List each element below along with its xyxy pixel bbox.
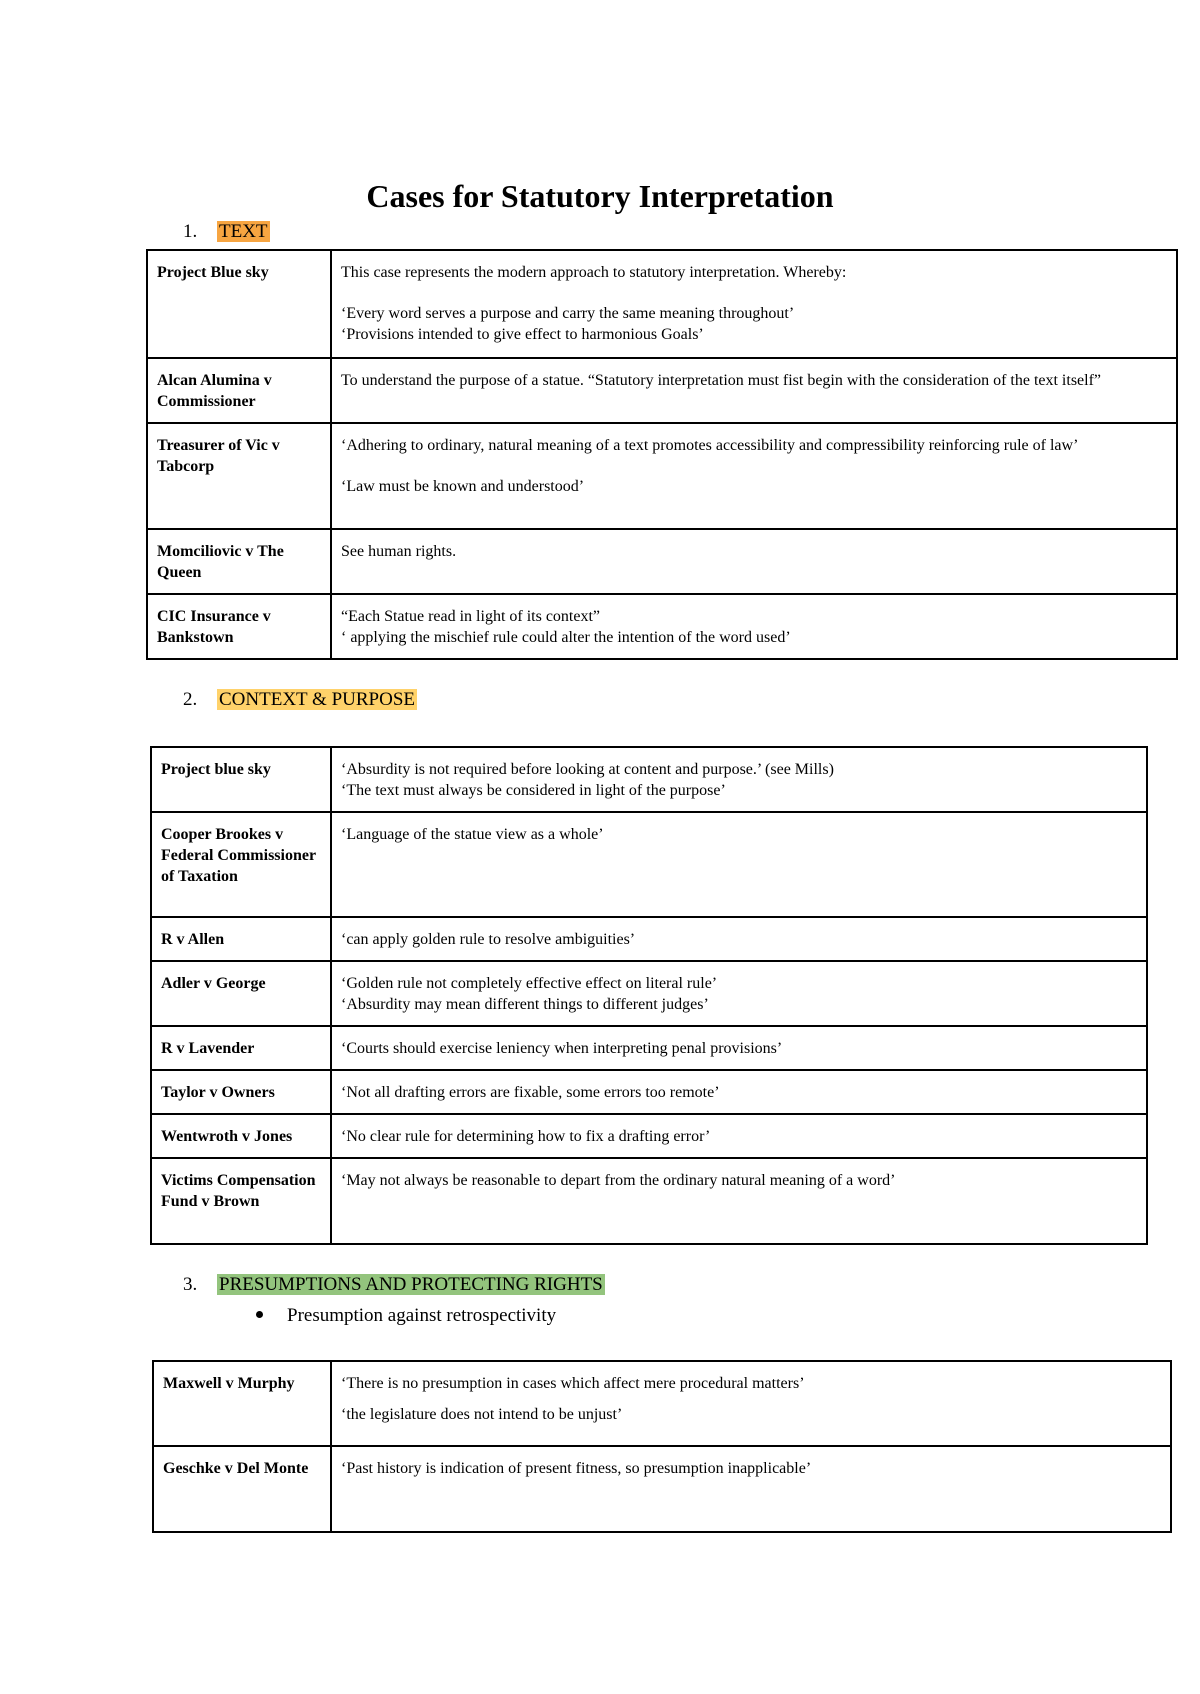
case-description [331, 812, 1147, 917]
case-name: Maxwell v Murphy [153, 1361, 331, 1446]
case-description [331, 1446, 1171, 1532]
description-paragraph [341, 606, 1167, 648]
case-description [331, 747, 1147, 812]
table-row [153, 1361, 1171, 1446]
description-paragraph [341, 370, 1167, 391]
table-row [151, 1070, 1147, 1114]
case-name: Project Blue sky [147, 250, 331, 358]
case-name: CIC Insurance v Bankstown [147, 594, 331, 659]
description-paragraph [341, 476, 1167, 497]
table-row [151, 812, 1147, 917]
description-line: ‘ applying the mischief rule could alter the intention of the word used’ [341, 629, 791, 646]
section-heading-text [183, 220, 270, 244]
description-paragraph [341, 1368, 1161, 1430]
table-row [151, 917, 1147, 961]
description-line: ‘Every word serves a purpose and carry the same meaning throughout’ [341, 305, 795, 322]
description-line: ‘Courts should exercise leniency when interpreting penal provisions’ [341, 1040, 783, 1057]
table-row [151, 1158, 1147, 1244]
case-description [331, 250, 1177, 358]
section-number: 2. [183, 689, 198, 710]
table-row [153, 1446, 1171, 1532]
description-paragraph [341, 1170, 1137, 1191]
case-description [331, 1026, 1147, 1070]
case-description [331, 423, 1177, 529]
description-line: ‘can apply golden rule to resolve ambiguities’ [341, 931, 636, 948]
case-name: Geschke v Del Monte [153, 1446, 331, 1532]
table-row [151, 961, 1147, 1026]
case-table-presumptions [152, 1360, 1172, 1533]
bullet-icon [256, 1311, 263, 1318]
description-paragraph [341, 759, 1137, 801]
description-line: ‘Law must be known and understood’ [341, 478, 585, 495]
case-name: Wentwroth v Jones [151, 1114, 331, 1158]
description-paragraph [341, 973, 1137, 1015]
bullet-item [256, 1304, 556, 1328]
table-row [147, 250, 1177, 358]
table-row [147, 358, 1177, 423]
case-description [331, 1070, 1147, 1114]
case-name: Taylor v Owners [151, 1070, 331, 1114]
description-line: “Each Statue read in light of its context” [341, 608, 601, 625]
section-heading-context-purpose [183, 688, 417, 712]
case-name: Adler v George [151, 961, 331, 1026]
description-line: ‘Adhering to ordinary, natural meaning of a text promotes accessibility and compressibility reinforcing rule of law’ [341, 437, 1079, 454]
description-line: To understand the purpose of a statue. “Statutory interpretation must fist begin with the consideration of the text itself” [341, 372, 1102, 389]
description-line: ‘Provisions intended to give effect to harmonious Goals’ [341, 326, 704, 343]
section-title: TEXT [219, 221, 268, 242]
description-line: ‘Golden rule not completely effective effect on literal rule’ [341, 975, 718, 992]
table-row [147, 423, 1177, 529]
case-name: Cooper Brookes v Federal Commissioner of Taxation [151, 812, 331, 917]
table-row [147, 594, 1177, 659]
case-description [331, 594, 1177, 659]
case-name: Victims Compensation Fund v Brown [151, 1158, 331, 1244]
table-row [151, 747, 1147, 812]
description-line: ‘There is no presumption in cases which affect mere procedural matters’ [341, 1375, 805, 1392]
description-line: ‘No clear rule for determining how to fix a drafting error’ [341, 1128, 711, 1145]
case-description [331, 961, 1147, 1026]
description-line: ‘Language of the statue view as a whole’ [341, 826, 604, 843]
description-line: ‘Absurdity is not required before looking at content and purpose.’ (see Mills) [341, 761, 834, 778]
case-name: Treasurer of Vic v Tabcorp [147, 423, 331, 529]
case-table-text [146, 249, 1178, 660]
description-paragraph [341, 1453, 1161, 1484]
description-line: ‘the legislature does not intend to be unjust’ [341, 1406, 623, 1423]
description-paragraph [341, 929, 1137, 950]
description-paragraph [341, 435, 1167, 456]
description-line: ‘Past history is indication of present fitness, so presumption inapplicable’ [341, 1460, 812, 1477]
description-line: See human rights. [341, 543, 457, 560]
bullet-text: Presumption against retrospectivity [287, 1305, 557, 1326]
case-name: R v Allen [151, 917, 331, 961]
description-line: ‘The text must always be considered in light of the purpose’ [341, 782, 726, 799]
description-line: ‘Not all drafting errors are fixable, some errors too remote’ [341, 1084, 720, 1101]
case-description [331, 358, 1177, 423]
description-paragraph [341, 262, 1167, 283]
description-paragraph [341, 1126, 1137, 1147]
section-number: 3. [183, 1274, 198, 1295]
table-row [151, 1114, 1147, 1158]
table-row [147, 529, 1177, 594]
page-title: Cases for Statutory Interpretation [366, 178, 834, 214]
description-line: This case represents the modern approach to statutory interpretation. Whereby: [341, 264, 847, 281]
case-description [331, 1361, 1171, 1446]
section-heading-presumptions [183, 1273, 605, 1297]
description-line: ‘May not always be reasonable to depart from the ordinary natural meaning of a word’ [341, 1172, 896, 1189]
case-description [331, 917, 1147, 961]
case-name: R v Lavender [151, 1026, 331, 1070]
section-title: CONTEXT & PURPOSE [219, 689, 416, 710]
description-paragraph [341, 303, 1167, 345]
case-description [331, 1114, 1147, 1158]
description-paragraph [341, 824, 1137, 845]
case-description [331, 1158, 1147, 1244]
section-title: PRESUMPTIONS AND PROTECTING RIGHTS [219, 1274, 603, 1295]
description-paragraph [341, 1038, 1137, 1059]
case-name: Project blue sky [151, 747, 331, 812]
section-number: 1. [183, 221, 198, 242]
description-line: ‘Absurdity may mean different things to different judges’ [341, 996, 709, 1013]
description-paragraph [341, 541, 1167, 562]
table-row [151, 1026, 1147, 1070]
case-name: Alcan Alumina v Commissioner [147, 358, 331, 423]
case-table-context-purpose [150, 746, 1148, 1245]
description-paragraph [341, 1082, 1137, 1103]
case-description [331, 529, 1177, 594]
case-name: Momciliovic v The Queen [147, 529, 331, 594]
